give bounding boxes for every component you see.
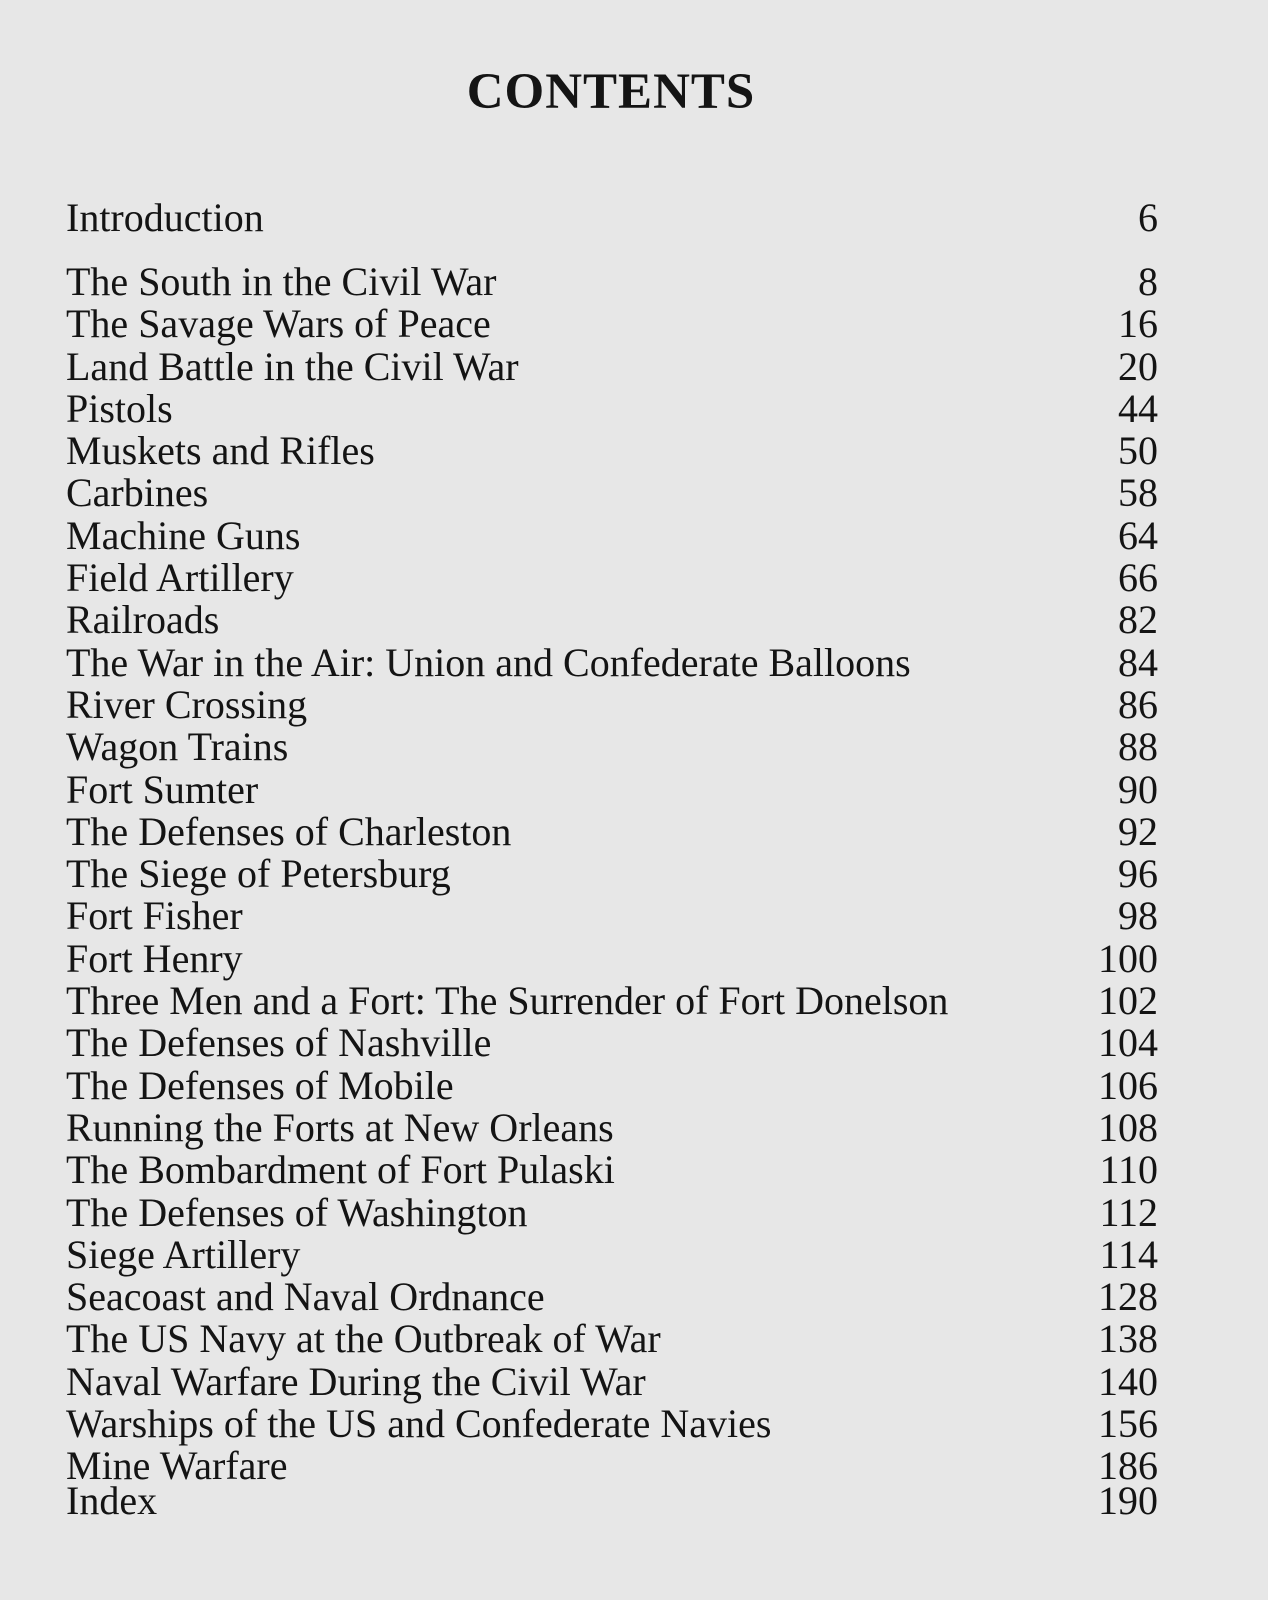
toc-entry — [66, 1062, 1158, 1108]
toc-entry-title: River Crossing — [66, 681, 308, 727]
page-title: CONTENTS — [466, 64, 756, 120]
toc-intro-section — [66, 197, 1158, 239]
toc-entry-page: 100 — [1098, 935, 1158, 981]
toc-entry — [66, 681, 1158, 727]
toc-entry-page: 108 — [1098, 1104, 1158, 1150]
toc-entry-title: Mine Warfare — [66, 1443, 288, 1489]
toc-entry-title: Machine Guns — [66, 512, 301, 558]
toc-entry-page: 44 — [1118, 385, 1158, 431]
toc-entry — [66, 430, 1158, 472]
toc-entry-title: The Defenses of Nashville — [66, 1020, 492, 1066]
toc-entry — [66, 557, 1158, 599]
toc-entry — [66, 1189, 1158, 1235]
toc-entry-title: Carbines — [66, 470, 209, 516]
toc-entry — [66, 726, 1158, 768]
toc-entry-page: 138 — [1098, 1316, 1158, 1362]
toc-entry — [66, 343, 1158, 389]
toc-entry-page: 64 — [1118, 512, 1158, 558]
toc-entry — [66, 1358, 1158, 1404]
toc-entry-page: 128 — [1098, 1274, 1158, 1320]
toc-entry-title: Pistols — [66, 385, 173, 431]
toc-entry-title: Fort Sumter — [66, 766, 259, 812]
toc-entry-page: 82 — [1118, 597, 1158, 643]
toc-entry-page: 98 — [1118, 893, 1158, 939]
toc-entry-title: The US Navy at the Outbreak of War — [66, 1316, 661, 1362]
toc-entry-page: 114 — [1099, 1231, 1158, 1277]
toc-entry-page: 6 — [1138, 195, 1158, 240]
toc-entry — [66, 1231, 1158, 1277]
toc-entry-title: Index — [66, 1478, 158, 1523]
toc-entry-title: Siege Artillery — [66, 1231, 301, 1277]
toc-entry-title: Introduction — [66, 195, 264, 240]
toc-entry-page: 156 — [1098, 1401, 1158, 1447]
toc-entry — [66, 1149, 1158, 1191]
toc-entry-title: The War in the Air: Union and Confederate Balloons — [66, 639, 911, 685]
toc-entry-title: Warships of the US and Confederate Navies — [66, 1401, 772, 1447]
toc-entry-page: 106 — [1098, 1062, 1158, 1108]
toc-entry-title: The Defenses of Charleston — [66, 808, 512, 854]
toc-entry-page: 84 — [1118, 639, 1158, 685]
toc-entry-title: Running the Forts at New Orleans — [66, 1104, 614, 1150]
toc-entry — [66, 935, 1158, 981]
toc-entry — [66, 766, 1158, 812]
toc-entry — [66, 197, 1158, 239]
toc-entry-page: 88 — [1118, 724, 1158, 770]
toc-entry — [66, 303, 1158, 345]
toc-entry — [66, 1276, 1158, 1318]
toc-entry-page: 92 — [1118, 808, 1158, 854]
toc-index-section — [66, 1480, 1158, 1522]
toc-entry — [66, 808, 1158, 854]
toc-entry-page: 104 — [1098, 1020, 1158, 1066]
toc-entry-title: Seacoast and Naval Ordnance — [66, 1274, 545, 1320]
toc-entry — [66, 1480, 1158, 1522]
toc-entry-page: 50 — [1118, 428, 1158, 474]
toc-entry-page: 58 — [1118, 470, 1158, 516]
toc-entry-title: Three Men and a Fort: The Surrender of Fort Donelson — [66, 978, 949, 1024]
toc-entry-title: The Siege of Petersburg — [66, 851, 451, 897]
toc-entry — [66, 639, 1158, 685]
toc-entry — [66, 1318, 1158, 1360]
toc-entry-page: 110 — [1099, 1147, 1158, 1193]
toc-entry-page: 86 — [1118, 681, 1158, 727]
toc-entry-title: Muskets and Rifles — [66, 428, 375, 474]
toc-entry-title: The Savage Wars of Peace — [66, 301, 491, 347]
toc-entry — [66, 1022, 1158, 1064]
toc-entry-title: Wagon Trains — [66, 724, 289, 770]
toc-entry — [66, 980, 1158, 1022]
toc-entry-title: Land Battle in the Civil War — [66, 343, 519, 389]
toc-entry-page: 140 — [1098, 1358, 1158, 1404]
toc-entry — [66, 261, 1158, 303]
toc-entry-page: 102 — [1098, 978, 1158, 1024]
toc-chapter-list — [66, 261, 1158, 1488]
toc-entry-title: The Defenses of Washington — [66, 1189, 528, 1235]
toc-entry-title: Field Artillery — [66, 555, 294, 601]
toc-entry — [66, 895, 1158, 937]
toc-entry-page: 8 — [1138, 259, 1158, 304]
toc-entry — [66, 1104, 1158, 1150]
toc-entry-page: 16 — [1118, 301, 1158, 347]
toc-entry-title: The South in the Civil War — [66, 259, 497, 304]
toc-entry-title: The Defenses of Mobile — [66, 1062, 454, 1108]
toc-entry-title: Fort Fisher — [66, 893, 243, 939]
toc-entry-page: 186 — [1098, 1443, 1158, 1489]
toc-entry-page: 112 — [1099, 1189, 1158, 1235]
toc-entry — [66, 472, 1158, 514]
toc-entry-title: Naval Warfare During the Civil War — [66, 1358, 646, 1404]
toc-entry — [66, 599, 1158, 641]
toc-entry-page: 96 — [1118, 851, 1158, 897]
toc-entry — [66, 853, 1158, 895]
toc-entry-page: 20 — [1118, 343, 1158, 389]
toc-entry-title: Fort Henry — [66, 935, 243, 981]
toc-entry — [66, 385, 1158, 431]
toc-entry-page: 190 — [1098, 1478, 1158, 1523]
toc-entry — [66, 512, 1158, 558]
toc-entry-page: 90 — [1118, 766, 1158, 812]
toc-entry-title: The Bombardment of Fort Pulaski — [66, 1147, 615, 1193]
toc-entry — [66, 1403, 1158, 1445]
toc-entry-page: 66 — [1118, 555, 1158, 601]
toc-entry-title: Railroads — [66, 597, 220, 643]
